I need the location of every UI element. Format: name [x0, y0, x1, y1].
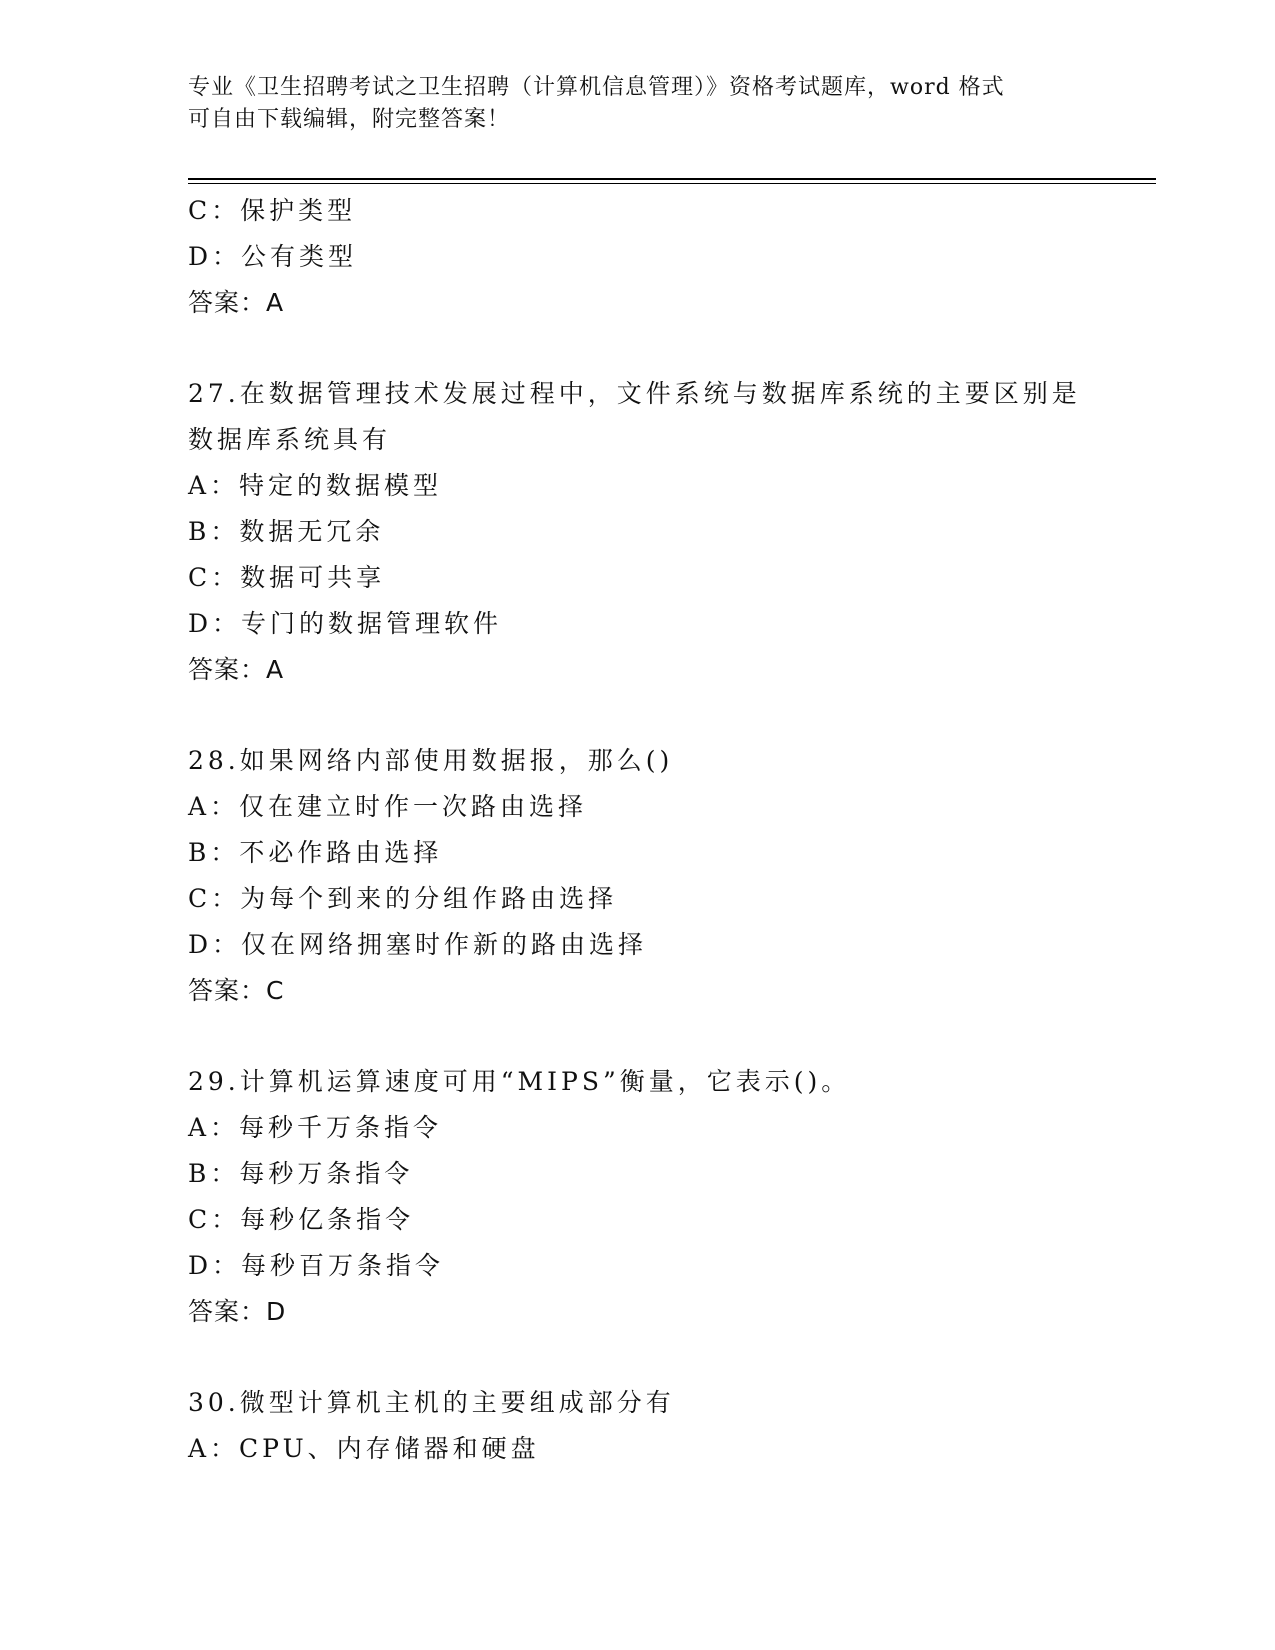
header-line-2: 可自由下载编辑，附完整答案！	[188, 107, 511, 132]
answer: 答案：C	[188, 976, 285, 1005]
option-b: B：数据无冗余	[188, 517, 385, 546]
header-rule-thick	[188, 178, 1156, 180]
option-c: C：每秒亿条指令	[188, 1205, 415, 1234]
option-d: D：专门的数据管理软件	[188, 609, 503, 638]
option-d: D：每秒百万条指令	[188, 1251, 445, 1280]
question-stem: 30.微型计算机主机的主要组成部分有	[188, 1388, 675, 1417]
question-27	[188, 371, 1088, 693]
option-c: C：为每个到来的分组作路由选择	[188, 884, 618, 913]
option-b: B：每秒万条指令	[188, 1159, 414, 1188]
question-26-tail	[188, 188, 1088, 326]
question-stem: 29.计算机运算速度可用“MIPS”衡量，它表示()。	[188, 1067, 851, 1096]
option-d: D：公有类型	[188, 242, 358, 271]
question-stem: 27.在数据管理技术发展过程中，文件系统与数据库系统的主要区别是	[188, 379, 1081, 408]
option-c: C：保护类型	[188, 196, 357, 225]
header-line-1: 专业《卫生招聘考试之卫生招聘（计算机信息管理）》资格考试题库，word 格式	[188, 75, 1005, 100]
option-c: C：数据可共享	[188, 563, 386, 592]
option-a: A：每秒千万条指令	[188, 1113, 443, 1142]
document-header	[188, 72, 1088, 136]
question-stem: 28.如果网络内部使用数据报，那么()	[188, 746, 674, 775]
question-28	[188, 738, 1088, 1014]
option-a: A：CPU、内存储器和硬盘	[188, 1434, 540, 1463]
option-a: A：仅在建立时作一次路由选择	[188, 792, 588, 821]
answer: 答案：A	[188, 655, 285, 684]
header-rule-thin	[188, 183, 1156, 184]
option-d: D：仅在网络拥塞时作新的路由选择	[188, 930, 648, 959]
answer: 答案：A	[188, 288, 285, 317]
option-a: A：特定的数据模型	[188, 471, 443, 500]
question-list	[188, 188, 1088, 1472]
option-b: B：不必作路由选择	[188, 838, 443, 867]
question-30	[188, 1380, 1088, 1472]
question-stem-continued: 数据库系统具有	[188, 425, 392, 454]
question-29	[188, 1059, 1088, 1335]
answer: 答案：D	[188, 1297, 287, 1326]
